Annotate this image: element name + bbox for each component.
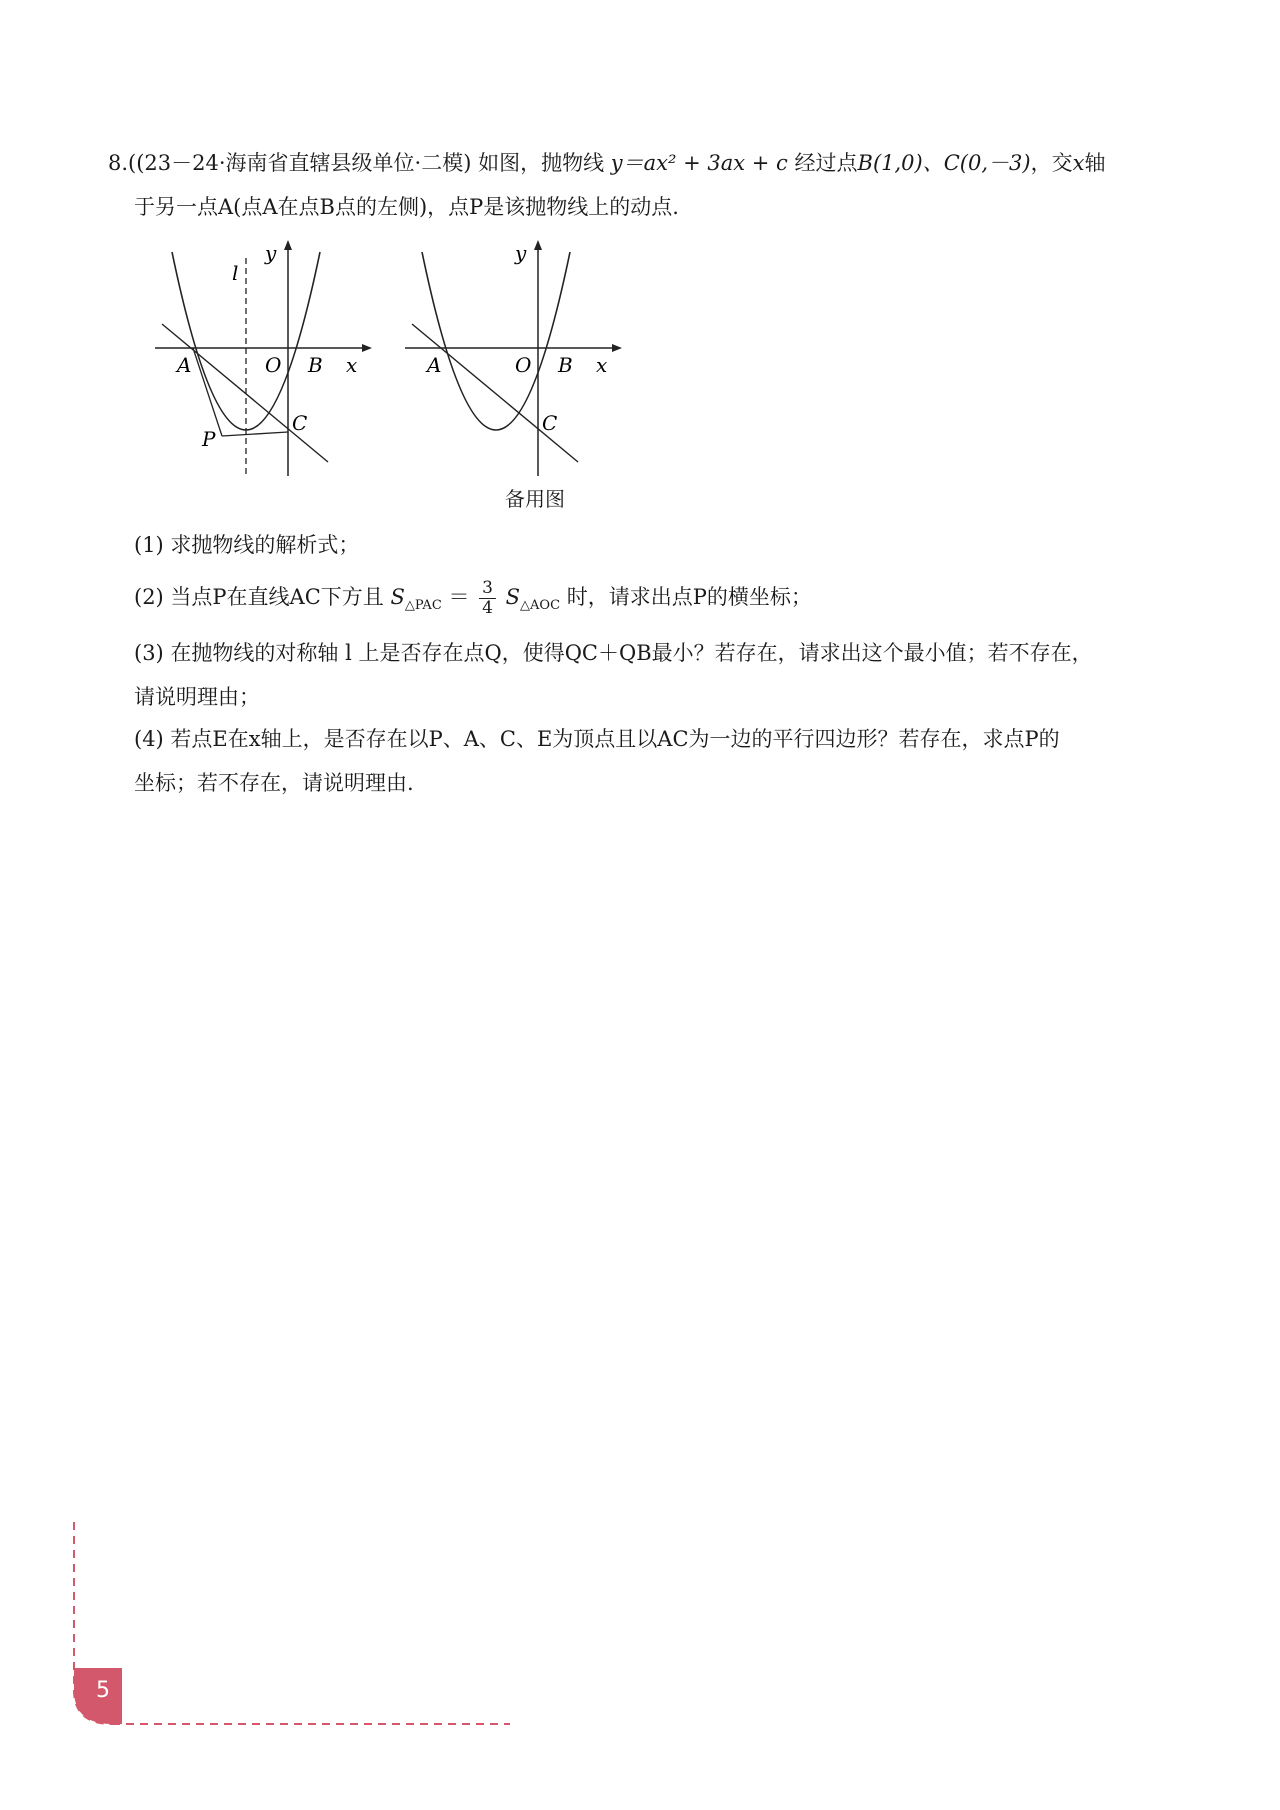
label-c: C — [292, 411, 308, 435]
problem-line-2: 于另一点A(点A在点B点的左侧)，点P是该抛物线上的动点. — [134, 195, 679, 219]
problem-source: ((23－24·海南省直辖县级单位·二模) — [128, 151, 472, 175]
line-ac — [162, 324, 328, 462]
fraction-denominator: 4 — [482, 598, 493, 618]
parabola-curve — [422, 252, 570, 430]
x-axis-arrow — [362, 344, 372, 352]
label-y: y — [265, 241, 277, 265]
x-axis-arrow — [612, 344, 622, 352]
subquestion-2-tail: 时，请求出点P的横坐标； — [566, 585, 812, 609]
fraction-numerator: 3 — [479, 579, 496, 599]
label-x: x — [596, 353, 608, 377]
given-points: B(1,0)、C(0,－3) — [857, 151, 1031, 175]
area-subscript-aoc: △AOC — [520, 598, 561, 614]
subquestion-2 — [134, 576, 1214, 627]
parabola-equation: y＝ax² + 3ax + c — [610, 151, 788, 175]
page-number-text: 5 — [96, 1678, 110, 1703]
problem-line-1 — [108, 142, 1188, 184]
subquestion-1: (1) 求抛物线的解析式； — [134, 533, 360, 557]
equals-sign: ＝ — [448, 585, 470, 609]
subquestion-4-line-1: (4) 若点E在x轴上，是否存在以P、A、C、E为顶点且以AC为一边的平行四边形？若存在，求点P的 — [134, 727, 1060, 751]
subquestion-3-line-1: (3) 在抛物线的对称轴 l 上是否存在点Q，使得QC＋QB最小？若存在，请求出这个最小值；若不存在， — [134, 641, 1093, 665]
label-b: B — [308, 353, 323, 377]
label-c: C — [542, 411, 558, 435]
label-x: x — [346, 353, 358, 377]
page-number — [74, 1668, 122, 1716]
problem-number: 8. — [108, 151, 129, 175]
subquestion-4-line-2: 坐标；若不存在，请说明理由. — [134, 771, 414, 795]
label-o: O — [265, 353, 282, 377]
y-axis-arrow — [534, 240, 542, 250]
area-symbol-pac: S — [390, 585, 405, 609]
problem-intro: 如图，抛物线 — [478, 151, 605, 175]
parabola-figure-backup — [400, 240, 630, 480]
label-o: O — [515, 353, 532, 377]
area-symbol-aoc: S — [505, 585, 521, 609]
line-ac — [412, 324, 578, 462]
problem-intro-3: ，交 — [1030, 151, 1073, 175]
problem-x-var: x — [1072, 151, 1085, 175]
y-axis-arrow — [284, 240, 292, 250]
segment-pc — [222, 432, 288, 436]
problem-intro-2: 经过点 — [794, 151, 858, 175]
subquestion-3-line-2: 请说明理由； — [134, 685, 260, 709]
figure-caption: 备用图 — [505, 487, 565, 511]
subquestion-2-text: (2) 当点P在直线AC下方且 — [134, 585, 384, 609]
label-p: P — [202, 427, 216, 451]
label-l: l — [232, 261, 239, 285]
fraction-three-quarters — [479, 579, 496, 618]
page-corner-decoration — [60, 1520, 520, 1730]
label-a: A — [427, 353, 442, 377]
parabola-figure-main — [150, 240, 380, 480]
label-a: A — [177, 353, 192, 377]
problem-intro-4: 轴 — [1084, 151, 1106, 175]
area-subscript-pac: △PAC — [404, 598, 442, 614]
label-y: y — [515, 241, 527, 265]
label-b: B — [558, 353, 573, 377]
